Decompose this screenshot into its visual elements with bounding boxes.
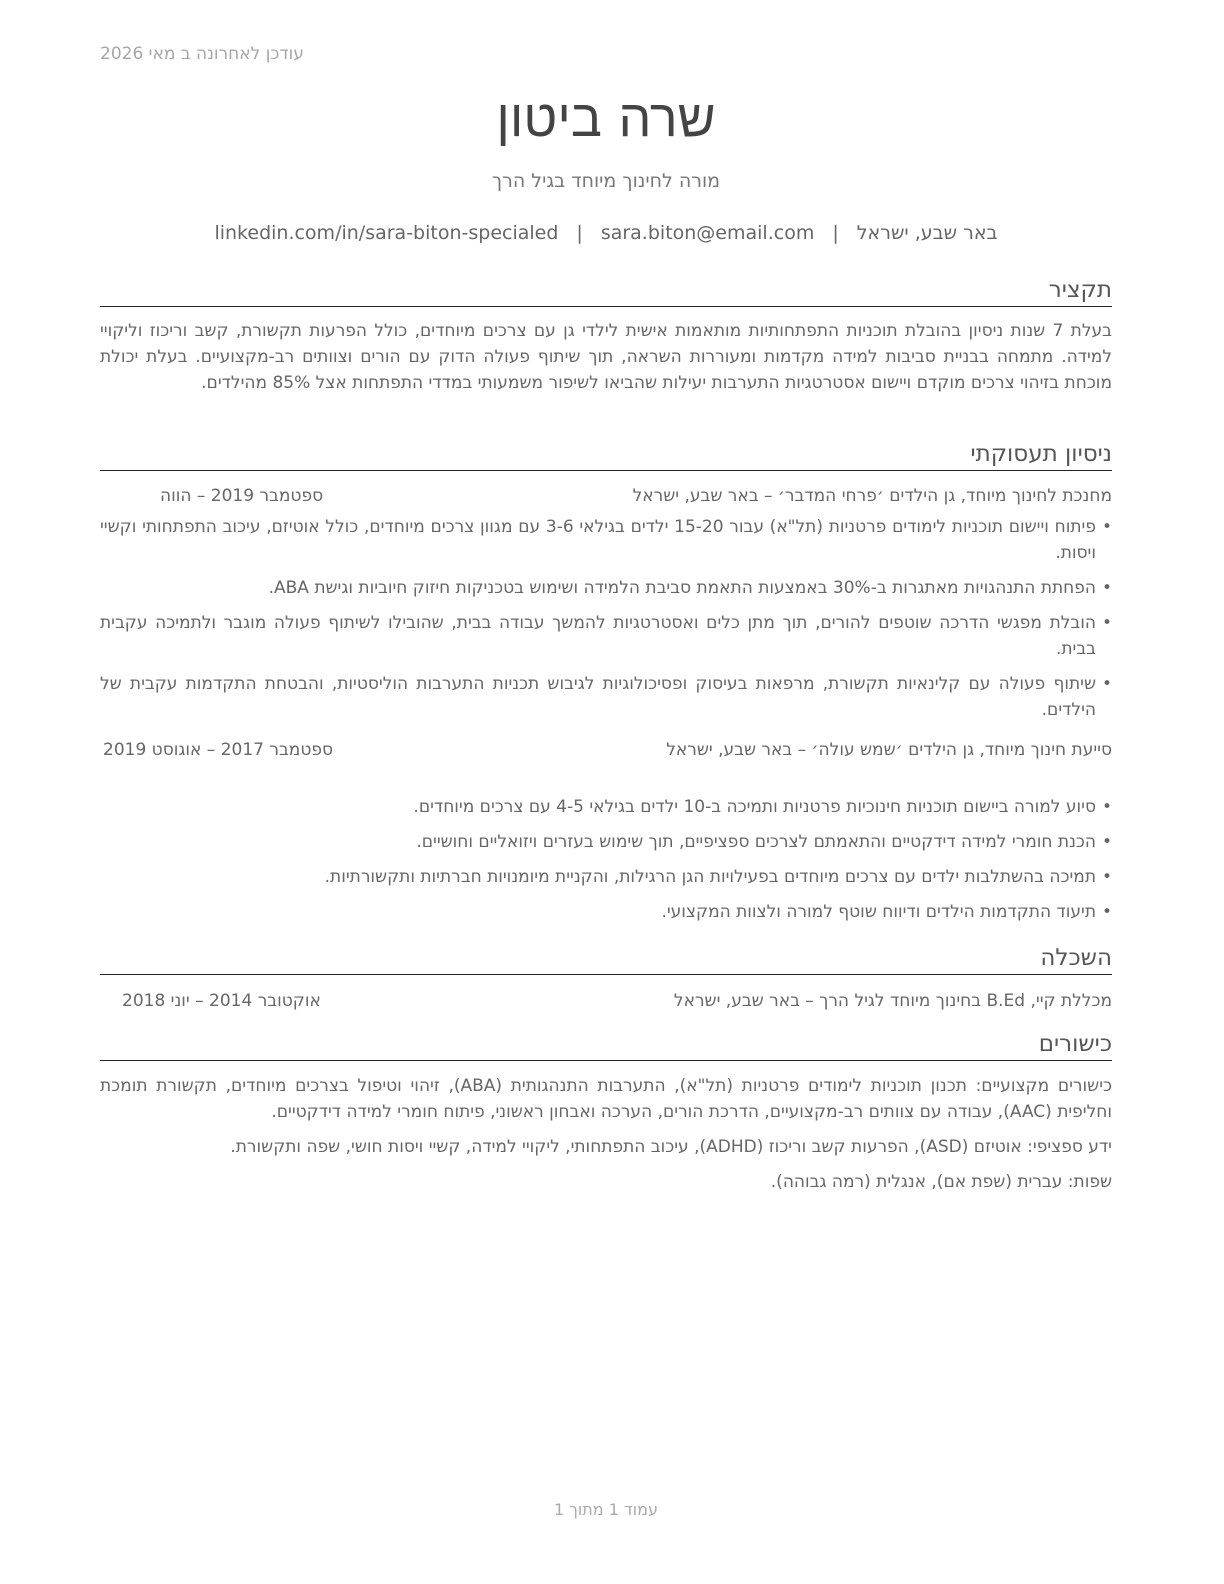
location: באר שבע, ישראל bbox=[856, 222, 998, 244]
resume-page bbox=[100, 0, 1112, 1584]
skills-heading: כישורים bbox=[100, 1030, 1112, 1061]
skills-specific: ידע ספציפי: אוטיזם (ASD), הפרעות קשב וריכוז (ADHD), עיכוב התפתחותי, ליקויי למידה, קשיי ויסות חושי, שפה ותקשורת. bbox=[230, 1137, 1112, 1157]
skills-languages: שפות: עברית (שפת אם), אנגלית (רמה גבוהה). bbox=[770, 1172, 1112, 1192]
education-entry bbox=[100, 988, 1112, 1014]
summary-heading: תקציר bbox=[100, 276, 1112, 307]
last-updated: עודכן לאחרונה ב מאי 2026 bbox=[100, 44, 304, 64]
candidate-name: שרה ביטון bbox=[496, 89, 716, 149]
skills-professional: כישורים מקצועיים: תכנון תוכניות לימודים פרטניות (תל"א), התערבות התנהגותית (ABA), זיהוי וטיפול בצרכים מיוחדים, תקשורת תומכת וחליפית (AAC), עבודה עם צוותים רב-מקצועיים, הדרכת הורים, הערכה ואבחון ראשוני, פיתוח חומרי למידה דידקטיים. bbox=[100, 1076, 1112, 1122]
education-dates: אוקטובר 2014 – יוני 2018 bbox=[122, 991, 321, 1011]
job-title-org: סייעת חינוך מיוחד, גן הילדים ׳שמש עולה׳ – באר שבע, ישראל bbox=[666, 740, 1112, 760]
job-dates: ספטמבר 2019 – הווה bbox=[160, 486, 324, 506]
list-item: • שיתוף פעולה עם קלינאיות תקשורת, מרפאות בעיסוק ופסיכולוגיות לגיבוש תכניות התערבות הוליסטיות, והבטחת התקדמות עקבית של הילדים. bbox=[100, 671, 1112, 723]
list-item: • סיוע למורה ביישום תוכניות חינוכיות פרטניות ותמיכה ב-10 ילדים בגילאי 4-5 עם צרכים מיוחדים. bbox=[100, 794, 1112, 820]
job-bullets bbox=[100, 794, 1112, 934]
list-item: • פיתוח ויישום תוכניות לימודים פרטניות (תל"א) עבור 15-20 ילדים בגילאי 3-6 עם מגוון צרכים מיוחדים, כולל אוטיזם, עיכוב התפתחותי וקשיי ויסות. bbox=[100, 514, 1112, 566]
list-item: • תיעוד התקדמות הילדים ודיווח שוטף למורה ולצוות המקצועי. bbox=[100, 899, 1112, 925]
job-dates: ספטמבר 2017 – אוגוסט 2019 bbox=[103, 740, 333, 760]
list-item: • הכנת חומרי למידה דידקטיים והתאמתם לצרכים ספציפיים, תוך שימוש בעזרים ויזואליים וחושיים. bbox=[100, 829, 1112, 855]
experience-heading: ניסיון תעסוקתי bbox=[100, 440, 1112, 471]
list-item: • תמיכה בהשתלבות ילדים עם צרכים מיוחדים בפעילויות הגן הרגילות, והקניית מיומנויות חברתיות ותקשורתיות. bbox=[100, 864, 1112, 890]
contact-separator: | bbox=[832, 222, 839, 244]
contact-separator: | bbox=[576, 222, 583, 244]
job-header bbox=[100, 737, 1112, 763]
education-org: מכללת קיי, B.Ed בחינוך מיוחד לגיל הרך – באר שבע, ישראל bbox=[673, 991, 1112, 1011]
email-link[interactable]: sara.biton@email.com bbox=[600, 222, 815, 244]
job-bullets bbox=[100, 514, 1112, 732]
linkedin-link[interactable]: linkedin.com/in/sara-biton-specialed bbox=[214, 222, 559, 244]
summary-text: בעלת 7 שנות ניסיון בהובלת תוכניות התפתחותיות מותאמות אישית לילדי גן עם צרכים מיוחדים, כולל הפרעות תקשורת, קשב וריכוז וליקויי למידה. מתמחה בבניית סביבות למידה מקדמות ומעוררות השראה, תוך שיתוף פעולה הדוק עם הורים וצוותים רב-מקצועיים. בעלת יכולת מוכחת בזיהוי צרכים מוקדם ויישום אסטרטגיות התערבות יעילות שהביאו לשיפור משמעותי במדדי התפתחות אצל 85% מהילדים. bbox=[100, 321, 1112, 393]
list-item: • הפחתת התנהגויות מאתגרות ב-30% באמצעות התאמת סביבת הלמידה ושימוש בטכניקות חיזוק חיוביות וגישת ABA. bbox=[100, 575, 1112, 601]
job-title: מורה לחינוך מיוחד בגיל הרך bbox=[491, 170, 721, 192]
job-title-org: מחנכת לחינוך מיוחד, גן הילדים ׳פרחי המדבר׳ – באר שבע, ישראל bbox=[632, 486, 1112, 506]
job-header bbox=[100, 483, 1112, 509]
list-item: • הובלת מפגשי הדרכה שוטפים להורים, תוך מתן כלים ואסטרטגיות להמשך עבודה בבית, שהובילו לשיתוף פעולה מוגבר ולתמיכה עקבית בבית. bbox=[100, 610, 1112, 662]
education-heading: השכלה bbox=[100, 944, 1112, 975]
page-number: עמוד 1 מתוך 1 bbox=[554, 1500, 658, 1519]
contact-line bbox=[100, 222, 1112, 244]
